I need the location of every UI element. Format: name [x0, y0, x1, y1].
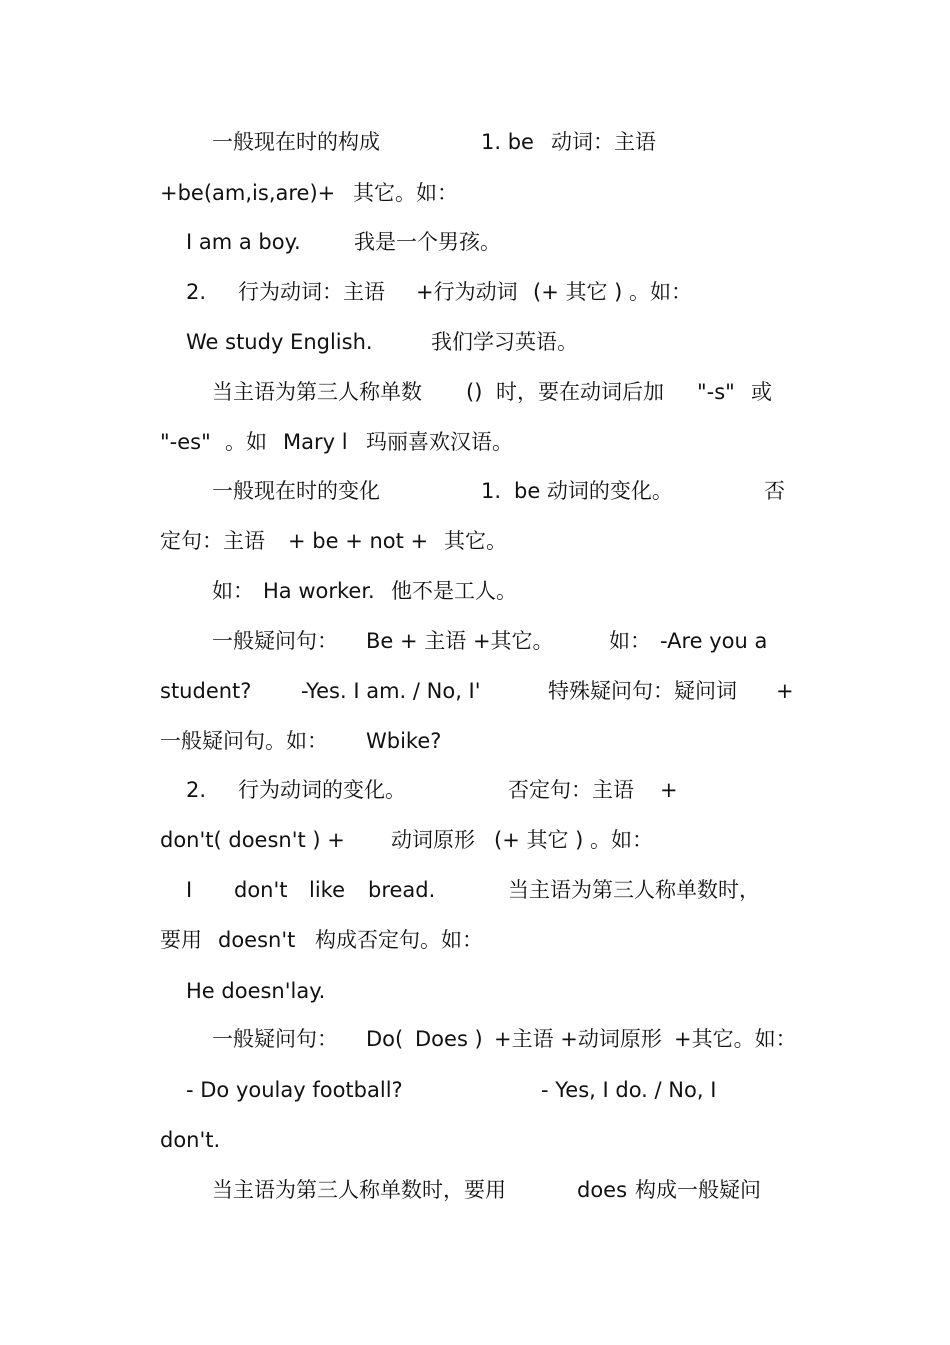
text-segment: 1. be	[481, 130, 534, 154]
text-segment: I am a boy.	[186, 230, 301, 254]
text-segment: 特殊疑问句：疑问词	[548, 679, 737, 703]
text-segment: 行为动词：主语	[238, 280, 385, 304]
text-segment: 他不是工人。	[391, 579, 517, 603]
text-segment: 1.	[481, 479, 502, 503]
text-segment: 当主语为第三人称单数时，	[508, 878, 760, 902]
text-segment: We study English.	[186, 330, 373, 354]
text-segment: 一般现在时的构成	[212, 130, 380, 154]
text-segment: 如：	[609, 629, 651, 653]
text-segment: don't.	[160, 1128, 221, 1152]
text-segment: 或	[751, 380, 772, 404]
text-segment: - Do youlay football?	[186, 1078, 403, 1102]
text-segment: -Yes. I am. / No, I'	[301, 679, 481, 703]
text-segment: 一般疑问句：	[212, 629, 338, 653]
text-segment: +be(am,is,are)+	[160, 181, 336, 205]
text-segment: "-s"	[697, 380, 735, 404]
text-segment: +主语 +动词原形	[494, 1027, 662, 1051]
text-segment: (+ 其它 ) 。如：	[494, 828, 654, 852]
text-segment: +	[660, 778, 678, 802]
text-segment: 我是一个男孩。	[354, 230, 501, 254]
text-segment: like	[309, 878, 346, 902]
text-segment: -Are you a	[660, 629, 768, 653]
text-segment: Wbike?	[366, 729, 442, 753]
text-segment: 动词：主语	[551, 130, 656, 154]
text-segment: +行为动词	[416, 280, 518, 304]
text-segment: - Yes, I do. / No, I	[541, 1078, 717, 1102]
text-segment: 当主语为第三人称单数	[212, 380, 422, 404]
text-segment: 我们学习英语。	[431, 330, 578, 354]
text-segment: I	[186, 878, 193, 902]
text-segment: 构成一般疑问	[635, 1178, 761, 1202]
text-segment: 玛丽喜欢汉语。	[366, 430, 513, 454]
text-segment: "-es"	[160, 430, 211, 454]
text-segment: 其它。如：	[353, 181, 458, 205]
text-segment: Mary l	[283, 430, 348, 454]
text-segment: 2.	[186, 280, 207, 304]
text-segment: 要用	[160, 928, 202, 952]
text-segment: 2.	[186, 778, 207, 802]
text-segment: be 动词的变化。	[514, 479, 673, 503]
text-segment: 否定句：主语	[508, 778, 634, 802]
text-segment: bread.	[368, 878, 436, 902]
text-segment: 动词原形	[391, 828, 475, 852]
text-segment: student?	[160, 679, 252, 703]
text-segment: doesn't	[218, 928, 296, 952]
text-segment: ()	[466, 380, 483, 404]
text-segment: 。如	[225, 430, 267, 454]
text-segment: He doesn'lay.	[186, 979, 326, 1003]
text-segment: does	[577, 1178, 628, 1202]
text-segment: 构成否定句。如：	[315, 928, 483, 952]
text-segment: (+ 其它 ) 。如：	[533, 280, 693, 304]
text-segment: 一般疑问句。如：	[160, 729, 328, 753]
text-segment: 行为动词的变化。	[238, 778, 406, 802]
text-segment: don't	[234, 878, 288, 902]
text-segment: Does )	[415, 1027, 483, 1051]
text-segment: +	[776, 679, 794, 703]
text-segment: 时，要在动词后加	[496, 380, 664, 404]
text-segment: Ha worker.	[263, 579, 375, 603]
text-segment: 定句：主语	[160, 529, 265, 553]
text-segment: 一般疑问句：	[212, 1027, 338, 1051]
text-segment: 其它。	[444, 529, 507, 553]
text-segment: don't( doesn't ) +	[160, 828, 345, 852]
text-segment: 一般现在时的变化	[212, 479, 380, 503]
text-segment: Do(	[366, 1027, 404, 1051]
text-segment: 否	[764, 479, 785, 503]
text-segment: 当主语为第三人称单数时，要用	[212, 1178, 506, 1202]
text-segment: + be + not +	[288, 529, 429, 553]
text-segment: +其它。如：	[674, 1027, 797, 1051]
text-segment: 如：	[212, 579, 254, 603]
text-segment: Be + 主语 +其它。	[366, 629, 554, 653]
